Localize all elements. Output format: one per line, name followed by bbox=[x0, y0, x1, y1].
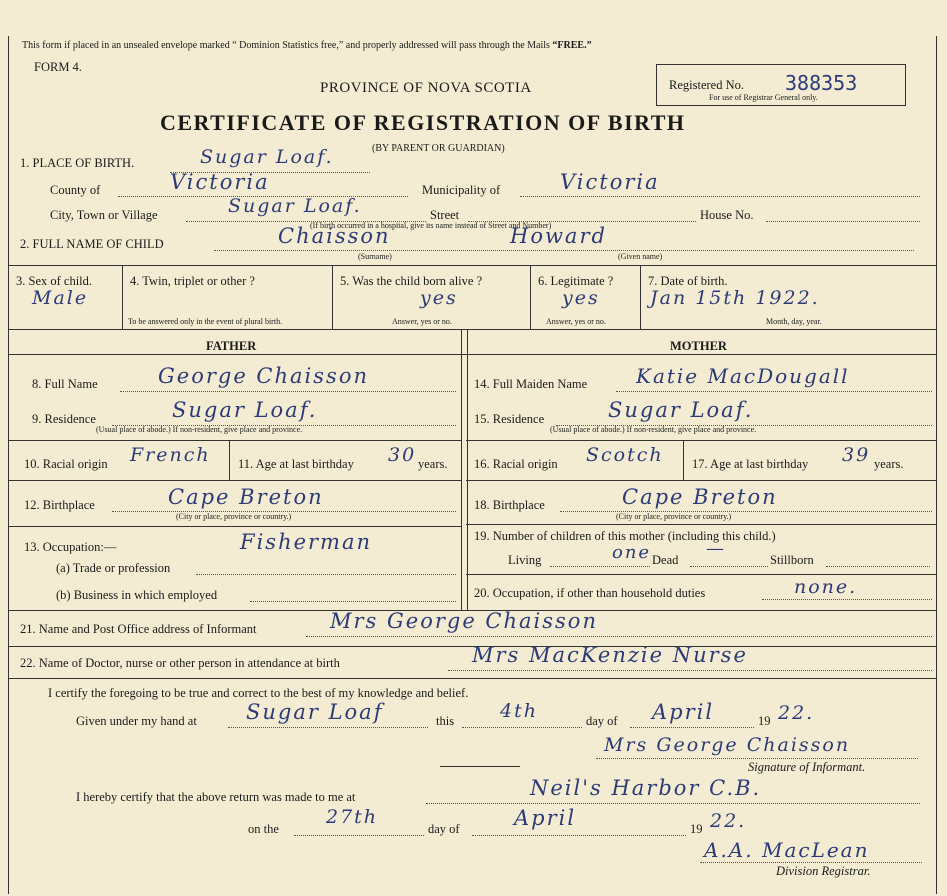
surname-caption: (Surname) bbox=[358, 252, 392, 261]
certify-month-value: April bbox=[652, 700, 715, 724]
dead-line bbox=[690, 566, 768, 567]
mother-birthplace-note: (City or place, province or country.) bbox=[616, 512, 732, 521]
father-age-value: 30 bbox=[388, 444, 417, 466]
father-name-value: George Chaisson bbox=[158, 364, 369, 388]
certify-day-value: 4th bbox=[500, 700, 538, 722]
registrar-year-prefix: 19 bbox=[690, 822, 703, 836]
row-divider bbox=[466, 480, 936, 481]
dead-label: Dead bbox=[652, 553, 679, 567]
father-birthplace-value: Cape Breton bbox=[168, 485, 324, 509]
dob-note: Month, day, year. bbox=[766, 317, 822, 326]
father-years-label: years. bbox=[418, 457, 448, 471]
col-divider bbox=[640, 265, 641, 329]
given-place-line bbox=[228, 727, 428, 728]
registrar-note: For use of Registrar General only. bbox=[709, 93, 818, 102]
certify-month-line bbox=[630, 727, 754, 728]
mother-occupation-label: 20. Occupation, if other than household duties bbox=[474, 586, 706, 600]
living-line bbox=[550, 566, 650, 567]
informant-signature: Mrs George Chaisson bbox=[604, 734, 851, 756]
municipality-line bbox=[520, 196, 920, 197]
father-name-label: 8. Full Name bbox=[32, 377, 98, 391]
living-value: one bbox=[612, 542, 652, 563]
mother-birthplace-label: 18. Birthplace bbox=[474, 498, 545, 512]
mother-age-value: 39 bbox=[842, 444, 871, 466]
mother-name-label: 14. Full Maiden Name bbox=[474, 377, 588, 391]
row-divider bbox=[466, 440, 936, 441]
dob-value: Jan 15th 1922. bbox=[650, 287, 820, 309]
row-divider bbox=[466, 524, 936, 525]
twin-note: To be answered only in the event of plural birth. bbox=[128, 317, 283, 326]
stillborn-label: Stillborn bbox=[770, 553, 814, 567]
father-birthplace-label: 12. Birthplace bbox=[24, 498, 95, 512]
dead-value: — bbox=[706, 538, 726, 559]
certify-year-value: 22. bbox=[778, 702, 815, 724]
father-birthplace-note: (City or place, province or country.) bbox=[176, 512, 292, 521]
father-race-value: French bbox=[130, 444, 211, 466]
legitimate-label: 6. Legitimate ? bbox=[538, 274, 614, 288]
this-label: this bbox=[436, 714, 455, 728]
legitimate-value: yes bbox=[562, 287, 600, 309]
left-border bbox=[8, 36, 9, 894]
mother-name-line bbox=[616, 391, 932, 392]
twin-label: 4. Twin, triplet or other ? bbox=[130, 274, 255, 288]
child-surname: Chaisson bbox=[278, 224, 391, 248]
municipality-value: Victoria bbox=[560, 170, 660, 194]
dob-label: 7. Date of birth. bbox=[648, 274, 728, 288]
right-border bbox=[936, 36, 937, 894]
certify-year-prefix: 19 bbox=[758, 714, 771, 728]
father-business-label: (b) Business in which employed bbox=[56, 588, 218, 602]
given-name-caption: (Given name) bbox=[618, 252, 663, 261]
alive-value: yes bbox=[420, 287, 458, 309]
informant-signature-caption: Signature of Informant. bbox=[748, 760, 866, 774]
child-name-line bbox=[214, 250, 914, 251]
place-of-birth-label: 1. PLACE OF BIRTH. bbox=[20, 156, 135, 170]
house-label: House No. bbox=[700, 208, 754, 222]
stillborn-line bbox=[826, 566, 930, 567]
alive-label: 5. Was the child born alive ? bbox=[340, 274, 483, 288]
city-value: Sugar Loaf. bbox=[228, 195, 362, 217]
place-of-birth-value: Sugar Loaf. bbox=[200, 146, 334, 168]
mother-residence-label: 15. Residence bbox=[474, 412, 545, 426]
informant-value: Mrs George Chaisson bbox=[330, 609, 598, 633]
col-divider bbox=[530, 265, 531, 329]
informant-label: 21. Name and Post Office address of Informant bbox=[20, 622, 257, 636]
alive-note: Answer, yes or no. bbox=[392, 317, 452, 326]
certify-day-of-label: day of bbox=[586, 714, 618, 728]
registrar-day-line bbox=[294, 835, 424, 836]
informant-signature-line bbox=[596, 758, 918, 759]
mother-age-label: 17. Age at last birthday bbox=[692, 457, 809, 471]
registrar-day-value: 27th bbox=[326, 806, 379, 828]
child-given-name: Howard bbox=[510, 224, 607, 248]
mother-residence-value: Sugar Loaf. bbox=[608, 398, 754, 422]
registrar-statement: I hereby certify that the above return was made to me at bbox=[76, 790, 356, 804]
mother-heading: MOTHER bbox=[670, 339, 727, 353]
registrar-on-label: on the bbox=[248, 822, 279, 836]
col-divider bbox=[683, 440, 684, 480]
father-heading: FATHER bbox=[206, 339, 257, 353]
row-divider bbox=[8, 329, 936, 330]
house-line bbox=[766, 221, 920, 222]
father-residence-label: 9. Residence bbox=[32, 412, 96, 426]
informant-line bbox=[306, 636, 932, 637]
row-divider bbox=[8, 480, 462, 481]
sex-value: Male bbox=[32, 287, 89, 309]
child-name-label: 2. FULL NAME OF CHILD bbox=[20, 237, 164, 251]
registrar-place-value: Neil's Harbor C.B. bbox=[530, 776, 762, 800]
mother-race-value: Scotch bbox=[586, 444, 664, 466]
father-occupation-value: Fisherman bbox=[240, 530, 373, 554]
given-place-value: Sugar Loaf bbox=[246, 700, 384, 724]
mother-birthplace-value: Cape Breton bbox=[622, 485, 778, 509]
doctor-line bbox=[448, 670, 932, 671]
col-divider bbox=[122, 265, 123, 329]
mother-name-value: Katie MacDougall bbox=[636, 364, 850, 388]
mail-notice: This form if placed in an unsealed envelope marked “ Dominion Statistics free,” and properly addressed will pass through the Mails “FREE.” bbox=[22, 40, 592, 51]
mother-residence-note: (Usual place of abode.) If non-resident, give place and province. bbox=[550, 425, 757, 434]
mother-children-label: 19. Number of children of this mother (including this child.) bbox=[474, 529, 776, 543]
sex-label: 3. Sex of child. bbox=[16, 274, 93, 288]
municipality-label: Municipality of bbox=[422, 183, 501, 197]
father-occupation-label: 13. Occupation:— bbox=[24, 540, 117, 554]
father-trade-label: (a) Trade or profession bbox=[56, 561, 171, 575]
center-divider bbox=[467, 329, 468, 610]
mother-years-label: years. bbox=[874, 457, 904, 471]
registrar-signature-caption: Division Registrar. bbox=[776, 864, 871, 878]
row-divider bbox=[466, 574, 936, 575]
living-label: Living bbox=[508, 553, 542, 567]
father-age-label: 11. Age at last birthday bbox=[238, 457, 354, 471]
mother-occupation-line bbox=[762, 599, 932, 600]
registrar-month-value: April bbox=[514, 806, 577, 830]
doctor-label: 22. Name of Doctor, nurse or other person in attendance at birth bbox=[20, 656, 340, 670]
registrar-day-of-label: day of bbox=[428, 822, 460, 836]
certificate-subtitle: (BY PARENT OR GUARDIAN) bbox=[372, 143, 505, 154]
city-label: City, Town or Village bbox=[50, 208, 158, 222]
father-race-label: 10. Racial origin bbox=[24, 457, 108, 471]
registrar-signature-line bbox=[700, 862, 922, 863]
registered-label: Registered No. bbox=[669, 78, 744, 92]
given-under-hand-label: Given under my hand at bbox=[76, 714, 197, 728]
street-line bbox=[468, 221, 696, 222]
row-divider bbox=[8, 440, 462, 441]
registrar-year-value: 22. bbox=[710, 810, 747, 832]
father-residence-note: (Usual place of abode.) If non-resident, give place and province. bbox=[96, 425, 303, 434]
col-divider bbox=[229, 440, 230, 480]
registrar-month-line bbox=[472, 835, 686, 836]
registered-box bbox=[656, 64, 906, 106]
street-note: (If birth occurred in a hospital, give its name instead of Street and Number) bbox=[310, 221, 552, 230]
form-number: FORM 4. bbox=[34, 60, 82, 74]
county-value: Victoria bbox=[170, 170, 270, 194]
row-divider bbox=[8, 265, 936, 266]
doctor-value: Mrs MacKenzie Nurse bbox=[472, 643, 748, 667]
center-divider bbox=[461, 329, 462, 610]
street-label: Street bbox=[430, 208, 460, 222]
county-label: County of bbox=[50, 183, 101, 197]
section-divider bbox=[8, 354, 936, 355]
father-trade-line bbox=[196, 574, 456, 575]
father-residence-value: Sugar Loaf. bbox=[172, 398, 318, 422]
certify-day-line bbox=[462, 727, 582, 728]
registrar-signature: A.A. MacLean bbox=[704, 838, 870, 862]
registered-number: 388353 bbox=[785, 71, 858, 95]
certificate-title: CERTIFICATE OF REGISTRATION OF BIRTH bbox=[160, 110, 686, 135]
row-divider bbox=[8, 678, 936, 679]
mother-occupation-value: none. bbox=[794, 576, 858, 598]
father-business-line bbox=[250, 601, 456, 602]
certify-statement: I certify the foregoing to be true and correct to the best of my knowledge and belief. bbox=[48, 686, 469, 700]
province-heading: PROVINCE OF NOVA SCOTIA bbox=[320, 80, 532, 96]
father-name-line bbox=[120, 391, 456, 392]
row-divider bbox=[8, 526, 462, 527]
mother-race-label: 16. Racial origin bbox=[474, 457, 558, 471]
col-divider bbox=[332, 265, 333, 329]
separator-rule bbox=[440, 766, 520, 767]
legitimate-note: Answer, yes or no. bbox=[546, 317, 606, 326]
registrar-place-line bbox=[426, 803, 920, 804]
